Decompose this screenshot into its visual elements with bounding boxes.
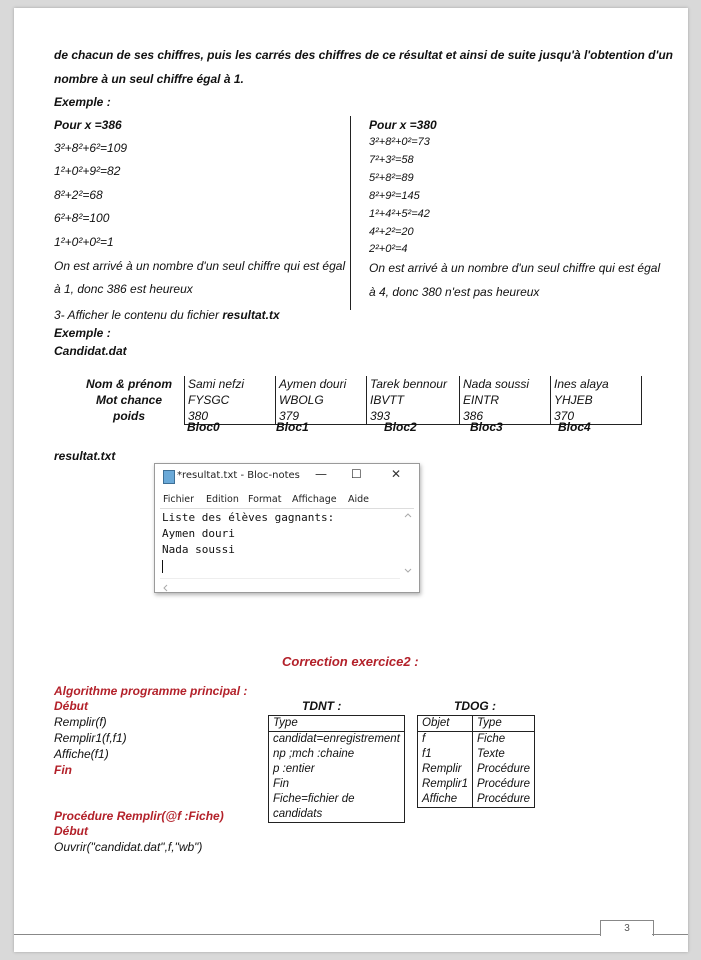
left-conclusion-1: On est arrivé à un nombre d'un seul chiffre qui est égal [54,259,346,273]
cell-mot: WBOLG [276,392,367,408]
page-number: 3 [624,923,630,934]
right-example-line: 4²+2²=20 [369,226,414,238]
tdnt-row: Fin [269,777,405,792]
minimize-button[interactable]: — [315,467,327,481]
tdog-cell: Procédure [473,777,535,792]
algo-line: Affiche(f1) [54,747,109,761]
menu-format[interactable]: Format [248,494,282,505]
cell-mot: IBVTT [367,392,460,408]
resultat-txt-label: resultat.txt [54,449,116,463]
cell-nom: Nada soussi [460,376,551,392]
notepad-line: Aymen douri [162,527,235,540]
algo-line: Remplir(f) [54,715,107,729]
notepad-icon [163,470,175,484]
bloc-label: Bloc1 [276,420,309,434]
cell-nom: Aymen douri [276,376,367,392]
intro-line-2: nombre à un seul chiffre égal à 1. [54,72,244,86]
tdog-cell: f [418,732,473,748]
right-example-line: 7²+3²=58 [369,154,414,166]
tdog-cell: Texte [473,747,535,762]
tdnt-row: candidat=enregistrement [269,732,405,748]
tdog-cell: Procédure [473,762,535,777]
tdog-header-objet: Objet [418,716,473,732]
tdog-cell: Remplir1 [418,777,473,792]
cell-nom: Sami nefzi [185,376,276,392]
row-header-poids: poids [113,409,145,424]
row-header-mot: Mot chance [95,393,162,407]
notepad-text-area[interactable] [160,508,414,591]
tdog-header-type: Type [473,716,535,732]
procedure-line: Ouvrir("candidat.dat",f,"wb") [54,840,203,854]
section-3-text: 3- Afficher le contenu du fichier resultat.tx [54,308,280,322]
horizontal-scrollbar[interactable] [160,578,400,591]
algo-title: Algorithme programme principal : [54,684,248,698]
tdog-cell: Fiche [473,732,535,748]
tdog-cell: Procédure [473,792,535,808]
notepad-window [154,463,420,593]
cell-nom: Tarek bennour [367,376,460,392]
resultat-file-name: resultat.tx [222,308,280,322]
procedure-debut: Début [54,824,88,838]
menu-fichier[interactable]: Fichier [163,494,195,505]
right-conclusion-2: à 4, donc 380 n'est pas heureux [369,285,540,299]
bloc-label: Bloc3 [470,420,503,434]
left-example-line: 6²+8²=100 [54,211,110,225]
tdog-cell: f1 [418,747,473,762]
cell-nom: Ines alaya [551,376,642,392]
bloc-label: Bloc4 [558,420,591,434]
algo-line: Remplir1(f,f1) [54,731,127,745]
tdog-title: TDOG : [454,699,496,713]
maximize-button[interactable]: ☐ [351,467,362,481]
footer-rule-right [652,934,688,935]
algo-fin: Fin [54,763,72,777]
tdnt-row: Type [269,716,405,732]
notepad-title: *resultat.txt - Bloc-notes [177,470,300,481]
tdnt-row: Fiche=fichier de candidats [269,792,405,823]
section-3-exemple: Exemple : [54,326,111,340]
text-cursor [162,560,163,573]
cell-mot: YHJEB [551,392,642,408]
cell-poids: 370 [551,408,642,425]
scroll-left-icon [160,582,400,594]
menu-aide[interactable]: Aide [348,494,370,505]
candidat-dat-label: Candidat.dat [54,344,127,358]
cell-mot: FYSGC [185,392,276,408]
cell-mot: EINTR [460,392,551,408]
cell-poids: 386 [460,408,551,425]
tdnt-row: np ;mch :chaine [269,747,405,762]
tdnt-table [268,715,405,823]
cell-poids: 379 [276,408,367,425]
page-number-tab [600,920,654,936]
bloc-label: Bloc0 [187,420,220,434]
footer-rule-left [14,934,600,935]
tdog-table [417,715,535,808]
close-button[interactable]: ✕ [391,467,402,481]
left-example-line: 1²+0²+0²=1 [54,235,114,249]
right-conclusion-1: On est arrivé à un nombre d'un seul chiffre qui est égal [369,261,661,275]
document-page [14,8,688,952]
right-example-line: 5²+8²=89 [369,172,414,184]
right-example-line: 8²+9²=145 [369,190,420,202]
candidat-table [74,376,642,425]
left-example-title: Pour x =386 [54,118,122,132]
procedure-title: Procédure Remplir(@f :Fiche) [54,809,224,823]
left-example-line: 3²+8²+6²=109 [54,141,128,155]
vertical-scrollbar[interactable] [402,509,414,589]
notepad-line: Liste des élèves gagnants: [162,511,335,524]
example-divider [350,116,351,310]
tdog-cell: Remplir [418,762,473,777]
right-example-line: 2²+0²=4 [369,243,408,255]
left-conclusion-2: à 1, donc 386 est heureux [54,282,193,296]
cell-poids: 380 [185,408,276,425]
tdnt-row: p :entier [269,762,405,777]
left-example-line: 8²+2²=68 [54,188,103,202]
cell-poids: 393 [367,408,460,425]
tdog-cell: Affiche [418,792,473,808]
exemple-label: Exemple : [54,95,111,109]
bloc-label: Bloc2 [384,420,417,434]
intro-line-1: de chacun de ses chiffres, puis les carrés des chiffres de ce résultat et ainsi de suite jusqu'à l'obtention d'un [54,48,673,62]
right-example-line: 3²+8²+0²=73 [369,136,430,148]
row-header-nom: Nom & prénom [85,377,172,391]
right-example-title: Pour x =380 [369,118,437,132]
left-example-line: 1²+0²+9²=82 [54,164,121,178]
correction-title: Correction exercice2 : [282,654,419,669]
scroll-arrows-icon [402,509,414,589]
right-example-line: 1²+4²+5²=42 [369,208,430,220]
notepad-line: Nada soussi [162,543,235,556]
menu-edition[interactable]: Edition [206,494,239,505]
algo-debut: Début [54,699,88,713]
tdnt-title: TDNT : [302,699,342,713]
menu-affichage[interactable]: Affichage [292,494,337,505]
